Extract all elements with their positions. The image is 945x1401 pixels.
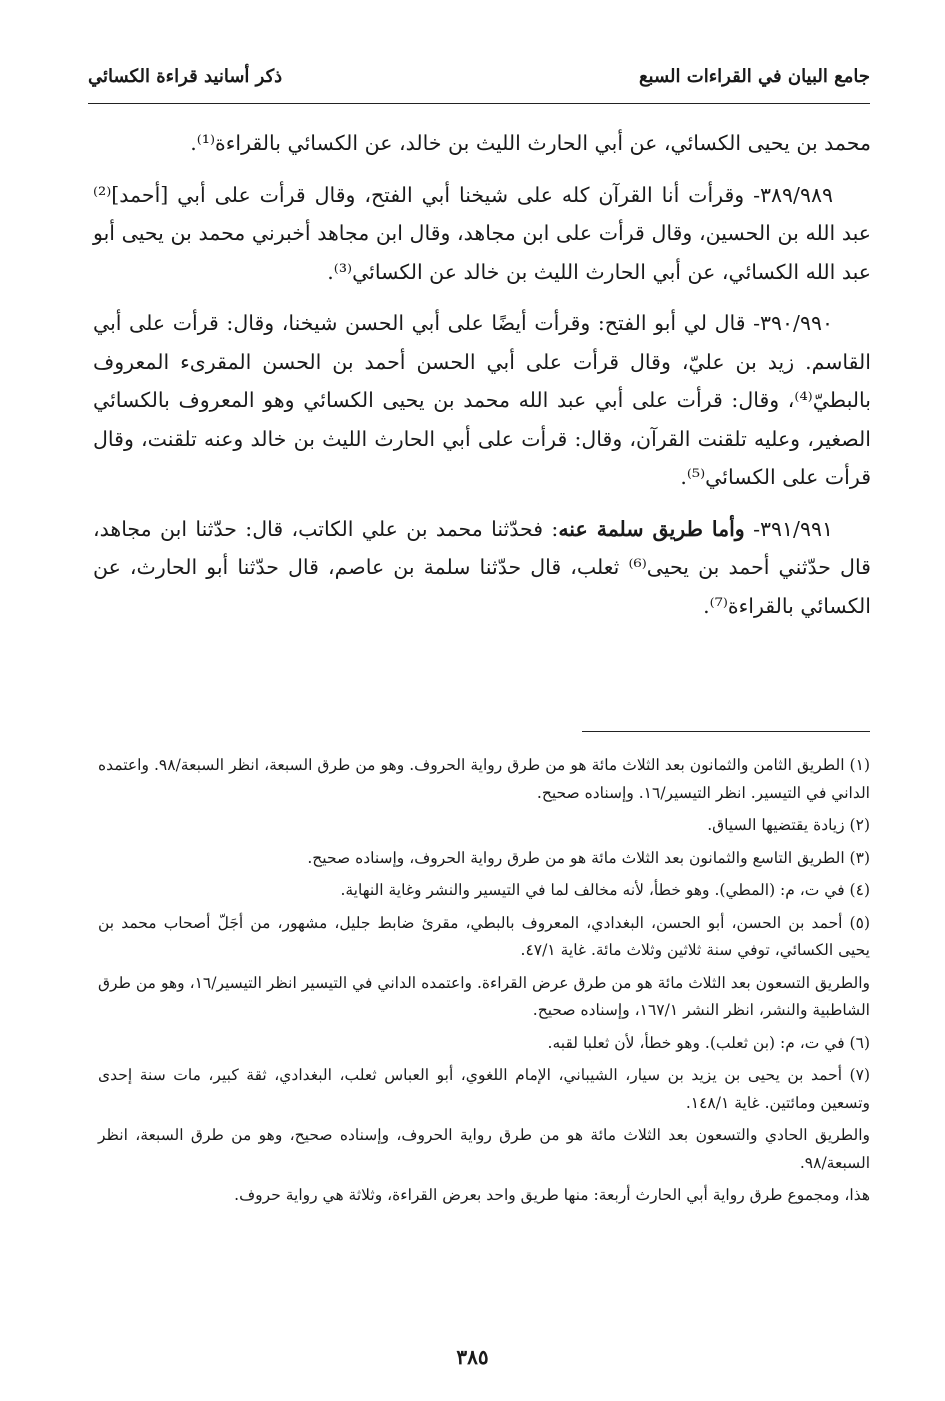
paragraph-4-number: ٣٩١/٩٩١-: [744, 516, 833, 541]
footnote-7-summary: هذا، ومجموع طرق رواية أبي الحارث أربعة: منها طريق واحد بعرض القراءة، وثلاثة هي رواية حروف.: [234, 1186, 870, 1204]
running-header: [88, 66, 870, 106]
paragraph-4-text: : فحدّثنا محمد بن علي الكاتب، قال: حدّثنا ابن مجاهد، قال حدّثني أحمد بن يحيى⁽⁶⁾ ثعلب، قال حدّثنا سلمة بن عاصم، قال حدّثنا أبو الحارث، عن الكسائي بالقراءة⁽⁷⁾.: [93, 516, 871, 618]
footnote-2: (٢) زيادة يقتضيها السياق.: [707, 816, 870, 834]
footnote-6: (٦) في ت، م: (بن ثعلب). وهو خطأ، لأن ثعلبا لقبه.: [547, 1033, 870, 1052]
footnote-separator: [582, 731, 870, 732]
paragraph-4: [93, 510, 871, 626]
header-rule: [88, 103, 870, 104]
main-text: [93, 124, 871, 638]
footnote-1: (١) الطريق الثامن والثمانون بعد الثلاث مائة هو من طرق رواية الحروف. وهو من طرق السبعة، انظر السبعة/٩٨. واعتمده الداني في التيسير. انظر التيسير/١٦. وإسناده صحيح.: [98, 756, 870, 802]
footnote-7-continued: والطريق الحادي والتسعون بعد الثلاث مائة هو من طرق رواية الحروف، وإسناده صحيح، وهو من طرق السبعة، انظر السبعة/٩٨.: [98, 1126, 870, 1172]
page-number: ٣٨٥: [456, 1345, 489, 1369]
footnote-5: (٥) أحمد بن الحسن، أبو الحسن، البغدادي، المعروف بالبطي، مقرئ ضابط جليل، مشهور، من أجَلّ أصحاب محمد بن يحيى الكسائي، توفي سنة ثلاثين وثلاث مائة. غاية ٤٧/١.: [98, 913, 870, 959]
paragraph-1: محمد بن يحيى الكسائي، عن أبي الحارث الليث بن خالد، عن الكسائي بالقراءة⁽¹⁾.: [190, 131, 871, 155]
paragraph-2: ٣٨٩/٩٨٩- وقرأت أنا القرآن كله على شيخنا أبي الفتح، وقال قرأت على أبي [أحمد]⁽²⁾ عبد الله بن الحسين، وقال قرأت على ابن مجاهد، وقال ابن مجاهد أخبرني محمد بن يحيى أبو عبد الله الكسائي، عن أبي الحارث الليث بن خالد عن الكسائي⁽³⁾.: [93, 182, 871, 284]
book-title: جامع البيان في القراءات السبع: [638, 66, 870, 87]
footnotes: [98, 752, 870, 1215]
footnote-4: (٤) في ت، م: (المطي). وهو خطأ، لأنه مخالف لما في التيسير والنشر وغاية النهاية.: [340, 881, 870, 899]
footnote-7: (٧) أحمد بن يحيى بن يزيد بن سيار، الشيباني، الإمام اللغوي، أبو العباس ثعلب، البغدادي، ثقة كبير، مات سنة إحدى وتسعين ومائتين. غاية ١٤٨/١.: [98, 1066, 870, 1112]
section-title: ذكر أسانيد قراءة الكسائي: [88, 66, 283, 87]
footnote-5-continued: والطريق التسعون بعد الثلاث مائة هو من طرق عرض القراءة. واعتمده الداني في التيسير انظر التيسير/١٦، وهو من طرق الشاطبية والنشر، انظر النشر ١٦٧/١، وإسناده صحيح.: [98, 973, 870, 1019]
footnote-3: (٣) الطريق التاسع والثمانون بعد الثلاث مائة هو من طرق رواية الحروف، وإسناده صحيح.: [307, 848, 870, 867]
paragraph-3: ٣٩٠/٩٩٠- قال لي أبو الفتح: وقرأت أيضًا على أبي الحسن شيخنا، وقال: قرأت على أبي القاسم. زيد بن عليّ، وقال قرأت على أبي الحسن أحمد بن الحسن المقرىء المعروف بالبطيّ⁽⁴⁾، وقال: قرأت على أبي عبد الله محمد بن يحيى الكسائي وهو المعروف بالكسائي الصغير، وعليه تلقنت القرآن، وقال: قرأت على أبي الحارث الليث بن خالد وعنه تلقنت، وقال قرأت على الكسائي⁽⁵⁾.: [93, 311, 871, 489]
paragraph-4-heading: وأما طريق سلمة عنه: [558, 516, 745, 541]
